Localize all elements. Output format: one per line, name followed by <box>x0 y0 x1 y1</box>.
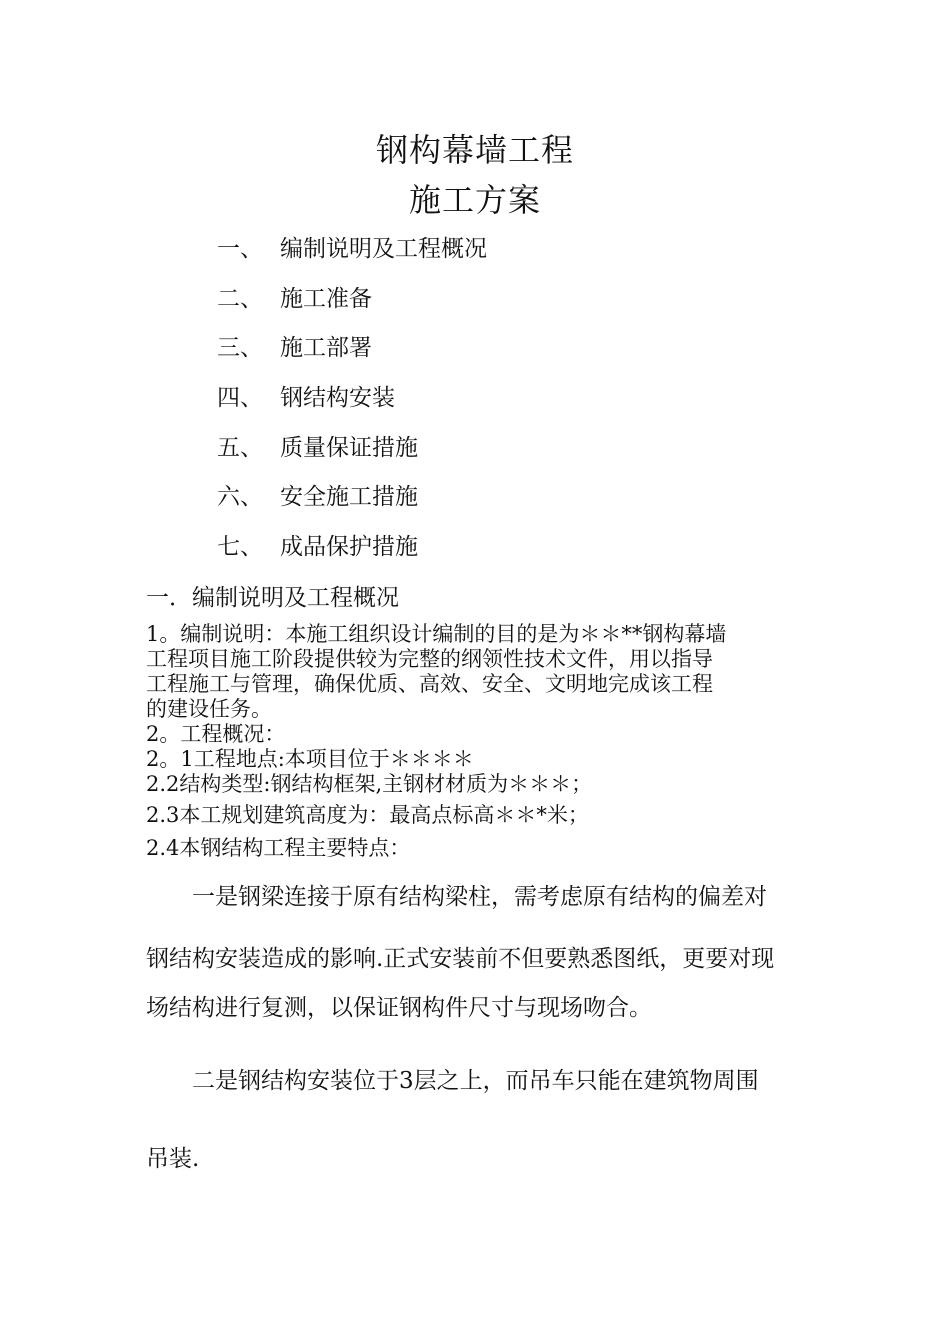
paragraph-line: 2.4本钢结构工程主要特点： <box>146 836 411 860</box>
paragraph-line: 2。1工程地点:本项目位于＊＊＊＊ <box>146 747 474 771</box>
document-subtitle: 施工方案 <box>408 181 541 219</box>
toc-item-label: 施工准备 <box>280 285 372 312</box>
toc-item-number: 四、 <box>217 385 263 412</box>
feature-line: 场结构进行复测，以保证钢构件尺寸与现场吻合。 <box>146 995 652 1021</box>
paragraph-line: 工程项目施工阶段提供较为完整的纲领性技术文件，用以指导 <box>146 647 713 671</box>
toc-item-label: 安全施工措施 <box>280 484 418 511</box>
toc-item-number: 六、 <box>217 484 263 511</box>
table-of-contents <box>217 232 487 580</box>
toc-item <box>217 232 487 282</box>
toc-item <box>217 530 487 580</box>
toc-item <box>217 431 487 481</box>
section-body <box>146 622 826 861</box>
document-title: 钢构幕墙工程 <box>375 131 574 169</box>
paragraph-line: 2.2结构类型:钢结构框架,主钢材材质为＊＊＊； <box>146 772 593 796</box>
toc-item-number: 三、 <box>217 335 263 362</box>
paragraph-line: 工程施工与管理，确保优质、高效、安全、文明地完成该工程 <box>146 672 713 696</box>
toc-item-label: 钢结构安装 <box>280 385 395 412</box>
toc-item-number: 一、 <box>217 236 263 262</box>
toc-item-number: 二、 <box>217 285 263 312</box>
toc-item <box>217 282 487 332</box>
paragraph-line: 的建设任务。 <box>146 697 272 721</box>
toc-item-label: 成品保护措施 <box>280 534 418 561</box>
feature-line: 二是钢结构安装位于3层之上，而吊车只能在建筑物周围 <box>192 1068 759 1094</box>
paragraph-line: 2。工程概况： <box>146 722 286 746</box>
toc-item <box>217 331 487 381</box>
paragraph-line: 1。编制说明：本施工组织设计编制的目的是为＊＊**钢构幕墙 <box>146 622 727 646</box>
feature-line: 一是钢梁连接于原有结构梁柱，需考虑原有结构的偏差对 <box>192 884 767 910</box>
toc-item-label: 质量保证措施 <box>280 434 418 461</box>
toc-item-label: 编制说明及工程概况 <box>280 236 487 262</box>
paragraph-line: 2.3本工规划建筑高度为：最高点标高＊＊*米； <box>146 803 589 827</box>
toc-item <box>217 480 487 530</box>
toc-item <box>217 381 487 431</box>
toc-item-label: 施工部署 <box>280 335 372 362</box>
toc-item-number: 七、 <box>217 534 263 561</box>
feature-line: 钢结构安装造成的影响.正式安装前不但要熟悉图纸，更要对现 <box>146 946 775 972</box>
feature-line: 吊装. <box>146 1146 200 1172</box>
section-heading: 一．编制说明及工程概况 <box>146 585 399 611</box>
toc-item-number: 五、 <box>217 434 263 461</box>
